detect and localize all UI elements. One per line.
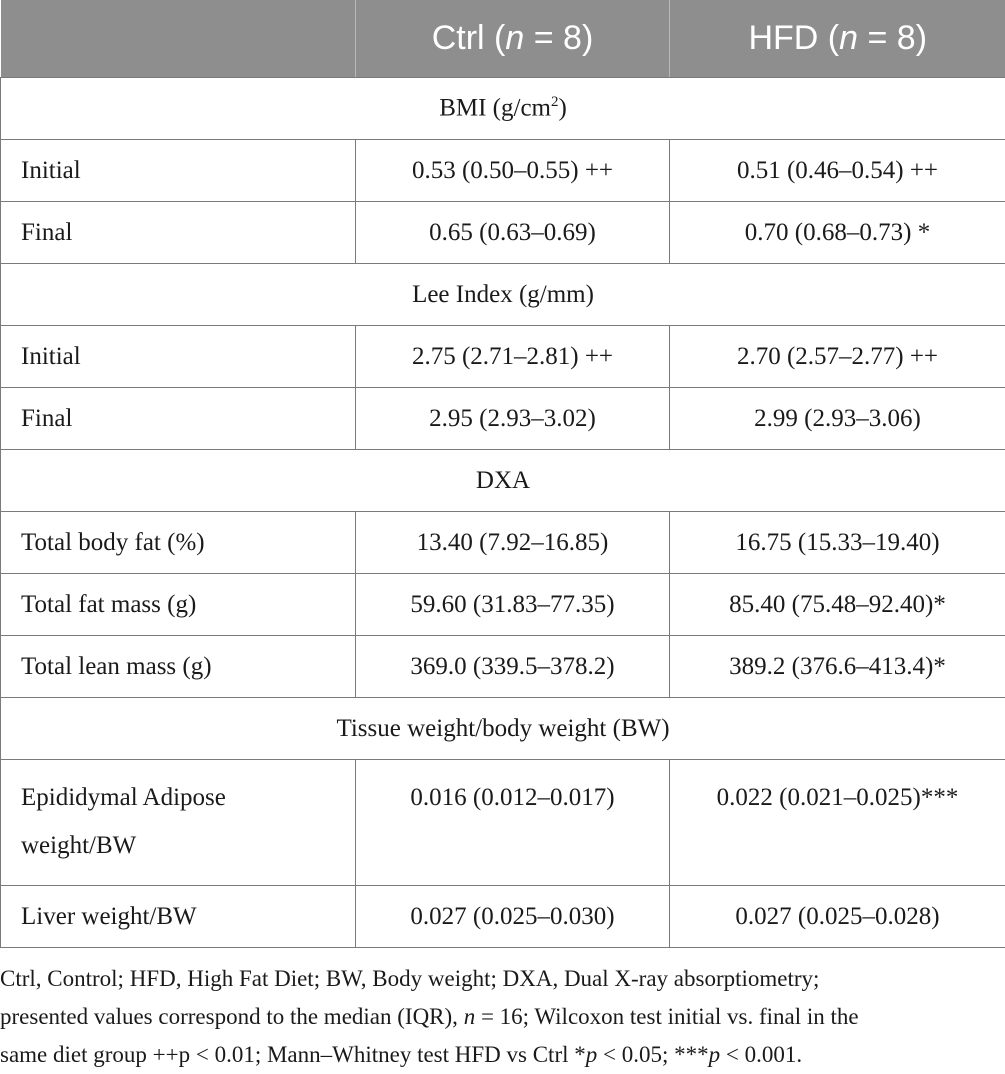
section-lee xyxy=(1,264,1005,326)
ctrl-value: 13.40 (7.92–16.85) xyxy=(356,512,670,574)
table-row xyxy=(1,202,1005,264)
footnote-text: same diet group ++p < 0.01; Mann–Whitney test HFD vs Ctrl * xyxy=(0,1042,586,1067)
footnote-line-2 xyxy=(0,998,1000,1036)
bmi-title-post: ) xyxy=(558,95,566,122)
ctrl-value: 0.027 (0.025–0.030) xyxy=(356,886,670,948)
ctrl-value: 0.53 (0.50–0.55) ++ xyxy=(356,140,670,202)
section-dxa xyxy=(1,450,1005,512)
hfd-value: 0.70 (0.68–0.73) * xyxy=(670,202,1005,264)
bmi-title-pre: BMI (g/cm xyxy=(439,95,551,122)
header-hfd-pre: HFD ( xyxy=(748,19,839,57)
hfd-value: 85.40 (75.48–92.40)* xyxy=(670,574,1005,636)
table-row xyxy=(1,760,1005,886)
footnote-p: p xyxy=(586,1042,598,1067)
row-label: Total body fat (%) xyxy=(1,512,356,574)
table-footnote xyxy=(0,960,1000,1074)
table-row xyxy=(1,326,1005,388)
ctrl-value: 59.60 (31.83–77.35) xyxy=(356,574,670,636)
header-row xyxy=(1,0,1005,78)
section-dxa-title: DXA xyxy=(1,450,1005,512)
ctrl-value: 0.65 (0.63–0.69) xyxy=(356,202,670,264)
section-lee-title: Lee Index (g/mm) xyxy=(1,264,1005,326)
row-label: Total lean mass (g) xyxy=(1,636,356,698)
header-hfd-n: n xyxy=(839,19,858,57)
table-row xyxy=(1,636,1005,698)
footnote-line-3 xyxy=(0,1036,1000,1074)
row-label: Total fat mass (g) xyxy=(1,574,356,636)
footnote-n: n xyxy=(464,1004,476,1029)
footnote-text: presented values correspond to the median (IQR), xyxy=(0,1004,464,1029)
row-label: Initial xyxy=(1,326,356,388)
hfd-value: 0.022 (0.021–0.025)*** xyxy=(670,760,1005,886)
row-label: Initial xyxy=(1,140,356,202)
section-tissue-title: Tissue weight/body weight (BW) xyxy=(1,698,1005,760)
table-row xyxy=(1,886,1005,948)
table-row xyxy=(1,512,1005,574)
section-tissue xyxy=(1,698,1005,760)
hfd-value: 2.70 (2.57–2.77) ++ xyxy=(670,326,1005,388)
header-hfd xyxy=(670,0,1005,78)
hfd-value: 16.75 (15.33–19.40) xyxy=(670,512,1005,574)
header-ctrl-pre: Ctrl ( xyxy=(432,19,506,57)
footnote-text: = 16; Wilcoxon test initial vs. final in the xyxy=(475,1004,858,1029)
hfd-value: 389.2 (376.6–413.4)* xyxy=(670,636,1005,698)
bmi-title-sup: 2 xyxy=(551,94,559,110)
ctrl-value: 2.75 (2.71–2.81) ++ xyxy=(356,326,670,388)
hfd-value: 0.51 (0.46–0.54) ++ xyxy=(670,140,1005,202)
header-hfd-post: = 8) xyxy=(858,19,927,57)
ctrl-value: 2.95 (2.93–3.02) xyxy=(356,388,670,450)
hfd-value: 0.027 (0.025–0.028) xyxy=(670,886,1005,948)
header-ctrl xyxy=(356,0,670,78)
row-label-line2: weight/BW xyxy=(21,832,136,859)
section-bmi xyxy=(1,78,1005,140)
footnote-line-1: Ctrl, Control; HFD, High Fat Diet; BW, Body weight; DXA, Dual X-ray absorptiometry; xyxy=(0,960,1000,998)
footnote-text: < 0.05; *** xyxy=(597,1042,708,1067)
header-ctrl-n: n xyxy=(505,19,524,57)
ctrl-value: 369.0 (339.5–378.2) xyxy=(356,636,670,698)
row-label-line1: Epididymal Adipose xyxy=(21,784,226,811)
table-row xyxy=(1,140,1005,202)
table-row xyxy=(1,574,1005,636)
header-blank xyxy=(1,0,356,78)
section-bmi-title xyxy=(1,78,1005,140)
row-label: Final xyxy=(1,202,356,264)
header-ctrl-post: = 8) xyxy=(524,19,593,57)
row-label: Liver weight/BW xyxy=(1,886,356,948)
row-label xyxy=(1,760,356,886)
footnote-text: < 0.001. xyxy=(720,1042,802,1067)
footnote-p: p xyxy=(709,1042,721,1067)
ctrl-value: 0.016 (0.012–0.017) xyxy=(356,760,670,886)
table-row xyxy=(1,388,1005,450)
hfd-value: 2.99 (2.93–3.06) xyxy=(670,388,1005,450)
row-label: Final xyxy=(1,388,356,450)
